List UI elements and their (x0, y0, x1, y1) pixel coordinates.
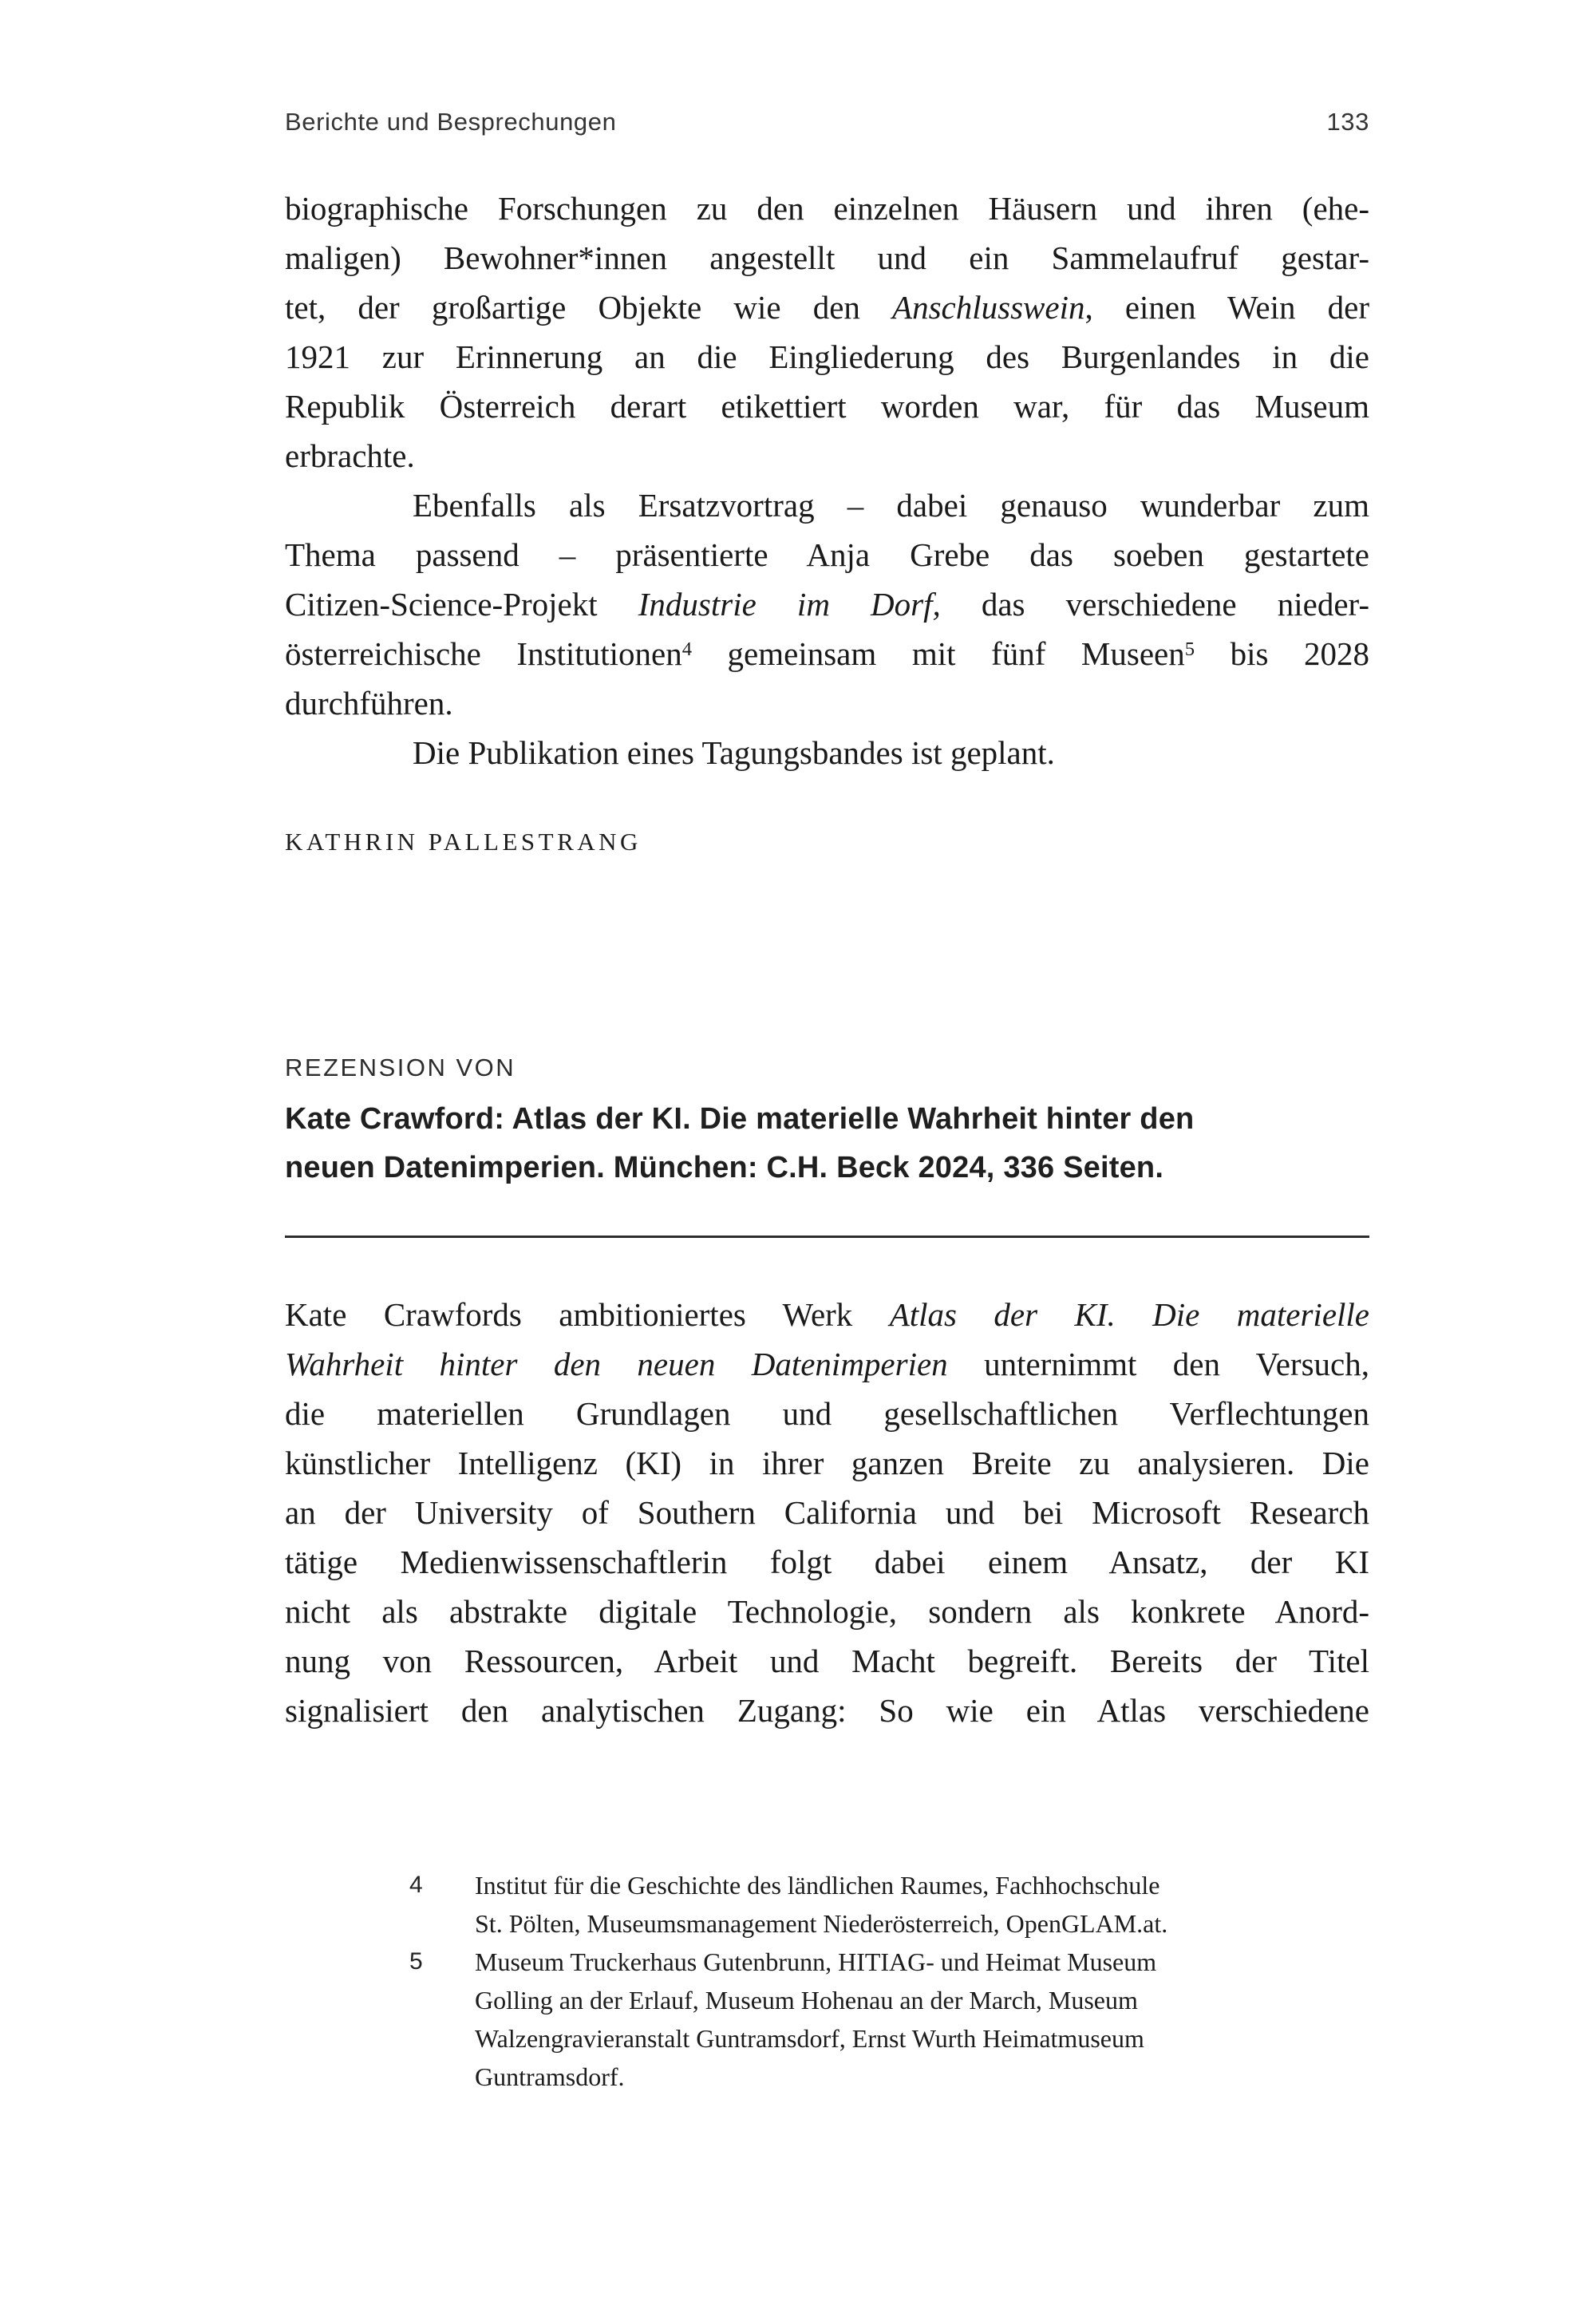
text-line: durchführen. (285, 685, 453, 722)
author-name: KATHRIN PALLESTRANG (285, 828, 642, 856)
report-paragraph-2 (285, 480, 1369, 728)
footnote-text (475, 1866, 1369, 1943)
text-line: Die Publikation eines Tagungsbandes ist geplant. (413, 734, 1055, 771)
footnote-marker: 4 (681, 638, 692, 660)
text-line: maligen) Bewohner*innen angestellt und ein Sammelaufruf gestar- (285, 239, 1369, 276)
text-line: Wahrheit hinter den neuen Datenimperien unternimmt den Versuch, (285, 1346, 1369, 1382)
text-line: Museum Truckerhaus Gutenbrunn, HITIAG- und Heimat Museum (475, 1947, 1157, 1976)
footnote-4 (285, 1866, 1369, 1943)
running-head: Berichte und Besprechungen (285, 108, 617, 136)
text-line: nicht als abstrakte digitale Technologie, sondern als konkrete Anord- (285, 1593, 1369, 1630)
text-line: Golling an der Erlauf, Museum Hohenau an der March, Museum (475, 1986, 1138, 2014)
text-line: biographische Forschungen zu den einzelnen Häusern und ihren (ehe- (285, 190, 1369, 227)
text-line: Guntramsdorf. (475, 2062, 625, 2091)
review-title-line-1: Kate Crawford: Atlas der KI. Die materielle Wahrheit hinter den (285, 1102, 1195, 1136)
text-line: 1921 zur Erinnerung an die Eingliederung des Burgenlandes in die (285, 338, 1369, 375)
report-body-text (285, 184, 1369, 777)
text-line: Ebenfalls als Ersatzvortrag – dabei genauso wunderbar zum (413, 487, 1369, 524)
divider-rule (285, 1236, 1369, 1238)
footnote-5 (285, 1943, 1369, 2096)
review-kicker: REZENSION VON (285, 1054, 516, 1081)
footnote-number: 5 (409, 1948, 423, 1975)
report-paragraph-3 (285, 728, 1369, 777)
footnote-number: 4 (409, 1872, 423, 1898)
footnote-text (475, 1943, 1369, 2096)
text-line: tet, der großartige Objekte wie den Anschlusswein, einen Wein der (285, 289, 1370, 326)
text-line: österreichische Institutionen$^4$ gemeinsam mit fünf Museen$^5$ bis 2028 (285, 635, 1369, 672)
review-body-text (285, 1290, 1369, 1735)
page-number: 133 (1326, 108, 1369, 136)
text-line: an der University of Southern California und bei Microsoft Research (285, 1494, 1369, 1531)
text-line: Republik Österreich derart etikettiert worden war, für das Museum (285, 388, 1369, 425)
text-line: nung von Ressourcen, Arbeit und Macht begreift. Bereits der Titel (285, 1643, 1369, 1679)
review-title (285, 1095, 1369, 1192)
text-line: die materiellen Grundlagen und gesellschaftlichen Verflechtungen (285, 1395, 1369, 1432)
text-line: Kate Crawfords ambitioniertes Werk Atlas der KI. Die materielle (285, 1296, 1369, 1333)
text-line: tätige Medienwissenschaftlerin folgt dabei einem Ansatz, der KI (285, 1544, 1369, 1580)
text-line: Institut für die Geschichte des ländlichen Raumes, Fachhochschule (475, 1871, 1160, 1900)
page-header (285, 109, 1369, 136)
text-line: Walzengravieranstalt Guntramsdorf, Ernst Wurth Heimatmuseum (475, 2024, 1144, 2053)
footnotes-section (285, 1866, 1369, 2096)
text-line: Citizen-Science-Projekt Industrie im Dorf, das verschiedene nieder- (285, 586, 1370, 623)
text-line: künstlicher Intelligenz (KI) in ihrer ganzen Breite zu analysieren. Die (285, 1445, 1369, 1481)
text-line: erbrachte. (285, 437, 415, 474)
text-line: Thema passend – präsentierte Anja Grebe das soeben gestartete (285, 536, 1369, 573)
report-paragraph-1 (285, 184, 1369, 480)
footnote-marker: 5 (1184, 638, 1195, 660)
text-line: St. Pölten, Museumsmanagement Niederösterreich, OpenGLAM.at. (475, 1909, 1168, 1938)
text-line: signalisiert den analytischen Zugang: So wie ein Atlas verschiedene (285, 1692, 1369, 1729)
review-title-line-2: neuen Datenimperien. München: C.H. Beck 2024, 336 Seiten. (285, 1151, 1164, 1184)
